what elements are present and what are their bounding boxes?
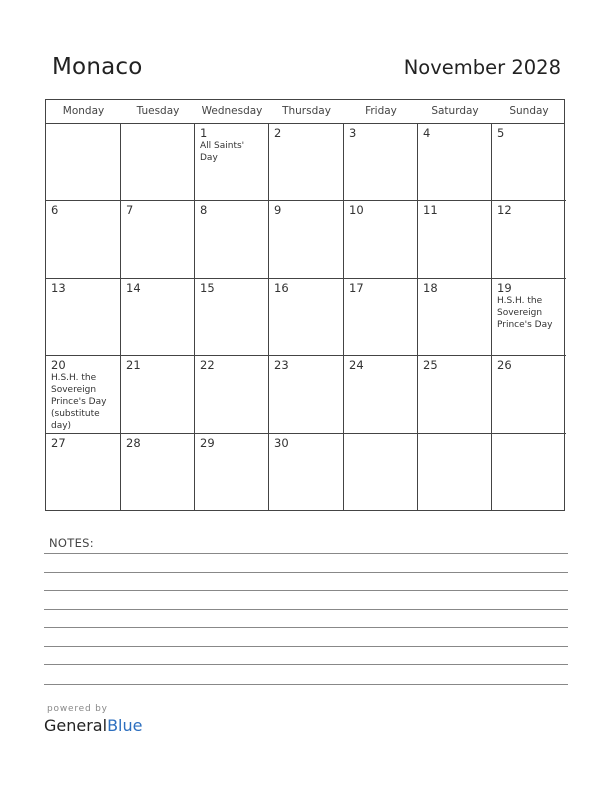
- day-cell: [418, 201, 492, 279]
- day-cell: [492, 201, 566, 279]
- weekday-header-friday: Friday: [365, 105, 397, 117]
- holiday-label: All Saints' Day: [200, 141, 245, 163]
- day-number: 21: [126, 358, 141, 372]
- day-number: 1: [200, 126, 208, 140]
- day-number: 19: [497, 281, 512, 295]
- weekday-header-monday: Monday: [62, 105, 105, 117]
- day-cell: [344, 124, 418, 201]
- note-line: [44, 627, 568, 628]
- day-number: 16: [274, 281, 289, 295]
- day-number: 2: [274, 126, 282, 140]
- day-number: 26: [497, 358, 512, 372]
- day-number: 3: [349, 126, 357, 140]
- day-cell: [195, 279, 269, 356]
- day-cell: [492, 356, 566, 434]
- note-line: [44, 572, 568, 573]
- note-line: [44, 553, 568, 554]
- day-number: 6: [51, 203, 59, 217]
- day-cell: [418, 124, 492, 201]
- day-number: 14: [126, 281, 141, 295]
- day-cell: [46, 124, 121, 201]
- country-title: Monaco: [52, 54, 143, 80]
- day-number: 11: [423, 203, 438, 217]
- calendar-grid: [45, 99, 565, 511]
- brand-name-general: General: [44, 716, 108, 735]
- holiday-label: H.S.H. the Sovereign Prince's Day: [497, 296, 553, 330]
- weekday-header-thursday: Thursday: [282, 105, 331, 117]
- day-cell: [269, 356, 344, 434]
- day-number: 12: [497, 203, 512, 217]
- day-number: 18: [423, 281, 438, 295]
- day-number: 9: [274, 203, 282, 217]
- day-cell: [46, 279, 121, 356]
- day-cell: [195, 356, 269, 434]
- day-cell: [492, 124, 566, 201]
- brand-logo: [44, 716, 142, 735]
- day-cell: [269, 201, 344, 279]
- day-number: 5: [497, 126, 505, 140]
- day-cell: [269, 124, 344, 201]
- day-number: 29: [200, 436, 215, 450]
- day-cell: [418, 434, 492, 511]
- day-cell: [121, 201, 195, 279]
- day-number: 20: [51, 358, 66, 372]
- day-cell: [492, 279, 566, 356]
- day-cell: [269, 279, 344, 356]
- day-number: 24: [349, 358, 364, 372]
- note-line: [44, 684, 568, 685]
- day-cell: [195, 124, 269, 201]
- powered-by-text: powered by: [47, 704, 108, 714]
- day-cell: [121, 356, 195, 434]
- day-number: 13: [51, 281, 66, 295]
- day-cell: [344, 356, 418, 434]
- day-number: 22: [200, 358, 215, 372]
- weekday-header-wednesday: Wednesday: [201, 105, 263, 117]
- day-cell: [269, 434, 344, 511]
- day-cell: [121, 124, 195, 201]
- day-cell: [418, 356, 492, 434]
- day-cell: [195, 201, 269, 279]
- notes-label: NOTES:: [49, 536, 94, 550]
- day-number: 17: [349, 281, 364, 295]
- day-cell: [344, 279, 418, 356]
- day-cell: [492, 434, 566, 511]
- day-cell: [121, 434, 195, 511]
- brand-name-blue: Blue: [107, 716, 143, 735]
- day-cell: [46, 201, 121, 279]
- weekday-header-tuesday: Tuesday: [136, 105, 180, 117]
- day-number: 4: [423, 126, 431, 140]
- note-line: [44, 609, 568, 610]
- weekday-header-row: [46, 100, 564, 124]
- day-number: 8: [200, 203, 208, 217]
- month-year-title: November 2028: [403, 56, 561, 79]
- day-number: 15: [200, 281, 215, 295]
- note-line: [44, 590, 568, 591]
- note-line: [44, 664, 568, 665]
- day-cell: [344, 201, 418, 279]
- day-cell: [344, 434, 418, 511]
- day-cell: [195, 434, 269, 511]
- day-number: 28: [126, 436, 141, 450]
- day-cell: [46, 356, 121, 434]
- day-number: 23: [274, 358, 289, 372]
- holiday-label: H.S.H. the Sovereign Prince's Day (substitute day): [51, 373, 107, 431]
- weekday-header-sunday: Sunday: [509, 105, 549, 117]
- note-line: [44, 646, 568, 647]
- day-number: 7: [126, 203, 134, 217]
- day-number: 10: [349, 203, 364, 217]
- day-number: 27: [51, 436, 66, 450]
- day-number: 25: [423, 358, 438, 372]
- weekday-header-saturday: Saturday: [431, 105, 479, 117]
- day-cell: [121, 279, 195, 356]
- day-number: 30: [274, 436, 289, 450]
- day-cell: [418, 279, 492, 356]
- day-cell: [46, 434, 121, 511]
